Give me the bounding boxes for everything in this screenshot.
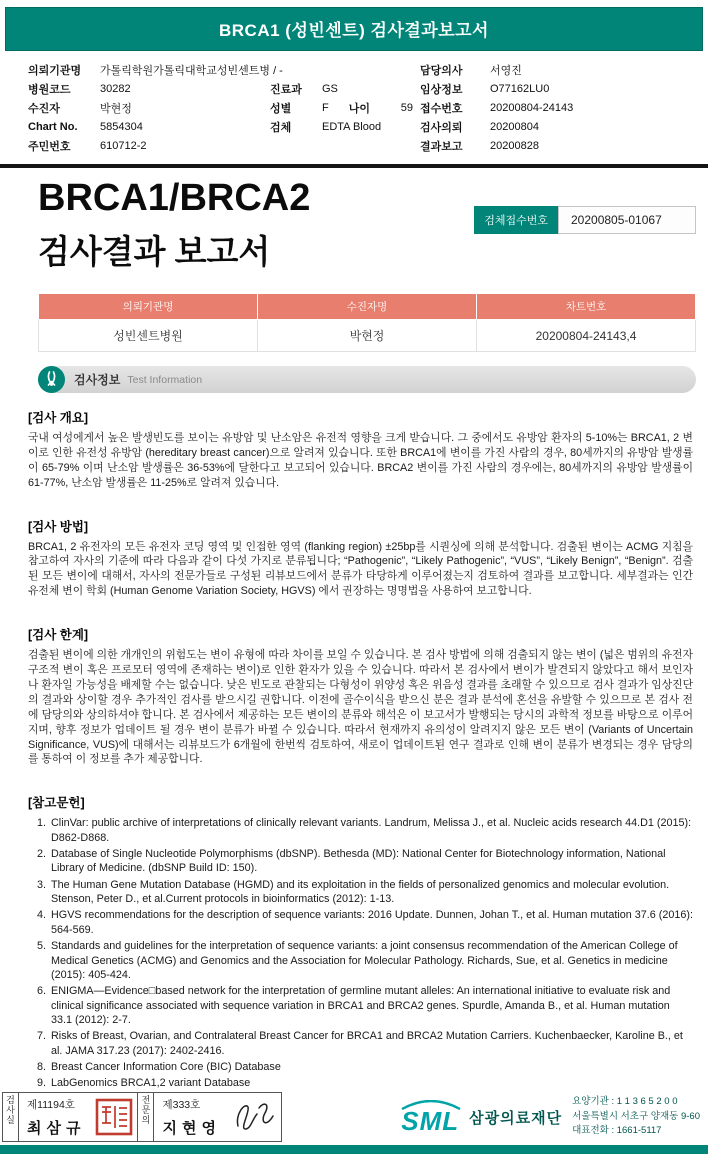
- summary-data-cell: 20200804-24143,4: [477, 320, 696, 352]
- field-value: 5854304: [100, 120, 143, 133]
- specialist-cert: [154, 1093, 226, 1141]
- section-heading-references: [참고문헌]: [28, 796, 85, 811]
- reference-list: [28, 816, 693, 1090]
- summary-table: [38, 293, 696, 352]
- organization-block: [401, 1095, 700, 1139]
- summary-header-cell: 의뢰기관명: [39, 294, 258, 320]
- specialist-certification-box: [137, 1092, 281, 1142]
- field-value: EDTA Blood: [322, 120, 382, 133]
- sml-logo-swoosh: [400, 1100, 462, 1110]
- specialist-cert-name: 지현영: [162, 1120, 221, 1137]
- field-value: F: [322, 101, 329, 114]
- summary-header-cell: 차트번호: [477, 294, 696, 320]
- lab-cert-name: 최삼규: [27, 1120, 86, 1137]
- field-value: O77162LU0: [490, 82, 550, 95]
- field-value: 박현정: [100, 102, 132, 115]
- specialist-cert-number: 제333호: [162, 1099, 201, 1111]
- field-label: 수진자: [28, 102, 60, 115]
- field-row: [420, 60, 708, 79]
- title-block: [0, 168, 708, 273]
- lab-cert: [19, 1093, 91, 1141]
- field-value: 59: [400, 101, 413, 114]
- reference-item: 4. HGVS recommendations for the description of sequence variants: 2016 Update. Dunnen, Johan T., et al. Human mutation 37.6 (2016): 564-569.: [49, 908, 693, 937]
- field-row: [28, 98, 270, 117]
- report-header-title: BRCA1 (성빈센트) 검사결과보고서: [219, 21, 489, 40]
- report-header-bar: [5, 7, 703, 51]
- summary-data-cell: 성빈센트병원: [39, 320, 258, 352]
- report-footer: [0, 1091, 708, 1143]
- section-heading-overview: [검사 개요]: [28, 411, 89, 426]
- test-info-bar: [38, 366, 696, 393]
- field-row: [28, 79, 270, 98]
- field-label: 진료과: [270, 83, 302, 96]
- sml-logo-text: SML: [401, 1106, 460, 1136]
- field-row: [28, 60, 283, 79]
- field-label: 담당의사: [420, 64, 463, 77]
- field-label: 접수번호: [420, 102, 463, 115]
- field-value: GS: [322, 82, 338, 95]
- org-phone: 대표전화 : 1661-5117: [572, 1125, 662, 1137]
- specimen-number-box: [474, 206, 696, 234]
- summary-table-header-row: [39, 294, 696, 320]
- section-body-method: BRCA1, 2 유전자의 모든 유전자 코딩 영역 및 인접한 영역 (flanking region) ±25bp를 시퀀싱에 의해 분석합니다. 검출된 변이는 ACMG 지침을 참고하여 자사의 기준에 따라 다음과 같이 다섯 가지로 분류됩니다; “Pathogenic”, “Likely Pathogenic”, “VUS”, “Likely Benign”, “Benign”. 검출된 모든 변이에 대해서, 자사의 전문가들로 구성된 리뷰보드에서 분류가 타당하게 이루어졌는지 검토하여 결과를 보고합니다. 세부결과는 인간 유전체 변이 학회 (Human Genome Variation Society, HGVS) 에서 권장하는 명명법을 사용하여 보고합니다.: [28, 540, 693, 598]
- section-heading-limitations: [검사 한계]: [28, 628, 89, 643]
- field-label: 검사의뢰: [420, 121, 463, 134]
- reference-item: 3. The Human Gene Mutation Database (HGMD) and its exploitation in the fields of personalized genomics and molecular evolution. Stenson, Peter D., et al.Current protocols in bioinformatics (2012): 1-13.: [49, 878, 693, 907]
- lab-cert-number: 제11194호: [27, 1099, 75, 1111]
- field-value: 610712-2: [100, 139, 147, 152]
- reference-item: 1. ClinVar: public archive of interpretations of clinically relevant variants. Landrum, Melissa J., et al. Nucleic acids research 44.D1 (2015): D862-D868.: [49, 816, 693, 845]
- reference-item: 7. Risks of Breast, Ovarian, and Contralateral Breast Cancer for BRCA1 and BRCA2 Mutation Carriers. Kuchenbaecker, Karoline B., et al. JAMA 317.23 (2017): 2402-2416.: [49, 1029, 693, 1058]
- lab-role-label: 검사실: [3, 1093, 19, 1141]
- reference-item: 2. Database of Single Nucleotide Polymorphisms (dbSNP). Bethesda (MD): National Center for Biotechnology information, National Library of Medicine. (dbSNP Build ID: 150).: [49, 847, 693, 876]
- test-info-title: 검사정보: [74, 373, 121, 388]
- field-value: 20200804-24143: [490, 101, 574, 114]
- report-body: [0, 408, 708, 1091]
- specimen-label: 검체접수번호: [474, 206, 558, 234]
- bottom-teal-bar: [0, 1145, 708, 1154]
- page-title-line2: 검사결과 보고서: [38, 233, 271, 271]
- patient-info-middle: [270, 60, 420, 155]
- section-body-limitations: 검출된 변이에 의한 개개인의 위험도는 변이 유형에 따라 차이를 보일 수 있습니다. 본 검사 방법에 의해 검출되지 않는 변이 (넓은 범위의 유전자 구조적 변이 혹은 프로모터 영역에 존재하는 변이)로 인한 환자가 있을 수 있습니다. 따라서 본 검사에서 변이가 발견되지 않았다고 해서 보인자나 환자일 가능성을 배제할 수는 없습니다. 낮은 빈도로 관찰되는 다형성이 위양성 혹은 위음성 결과를 초래할 수 있으므로 검사 결과가 임상진단의 결과와 상이할 경우 추가적인 검사를 받으시길 권합니다. 이전에 골수이식을 받으신 분은 결과 분석에 혼선을 유발할 수 있으므로 본 검사 전에 담당의와 상의하셔야 합니다. 본 검사에서 제공하는 모든 변이의 분류와 해석은 이 보고서가 발행되는 당시의 과학적 정보를 바탕으로 이루어지며, 향후 정보가 업데이트 될 경우 변이 분류가 바뀔 수 있습니다. 따라서 현재까지 유의성이 알려지지 않은 모든 변이 (Variants of Uncertain Significance, VUS)에 대해서는 리뷰보드가 6개월에 한번씩 검토하여, 새로이 업데이트된 연구 결과로 인해 변이 분류가 변경되는 경우 담당의를 통하여 이 정보를 추가 제공합니다.: [28, 649, 693, 766]
- field-value: 30282: [100, 82, 131, 95]
- field-label: 성별: [270, 102, 292, 115]
- section-body-overview: 국내 여성에게서 높은 발생빈도를 보이는 유방암 및 난소암은 유전적 영향을 크게 받습니다. 그 중에서도 유방암 환자의 5-10%는 BRCA1, 2 변이로 인한 유전성 유방암 (hereditary breast cancer)으로 알려져 있습니다. 또한 BRCA1에 변이를 가진 사람의 경우, 80세까지의 유방암 발생률이 65-79% 이며 난소암 발생률은 36-53%에 달한다고 보고되어 있습니다. BRCA2 변이를 가진 사람의 경우에는, 80세까지의 유방암 발생률이 61-77%, 난소암 발생률은 11-25%로 알려져 있습니다.: [28, 432, 693, 489]
- field-row: [270, 117, 420, 136]
- field-label: 의뢰기관명: [28, 64, 82, 77]
- field-label: 결과보고: [420, 140, 463, 153]
- field-row: [420, 98, 708, 117]
- reference-item: 6. ENIGMA—Evidence□based network for the interpretation of germline mutant alleles: An international initiative to evaluate risk and clinical significance associated with sequence variation in BRCA1 and BRCA2 genes. Spurdle, Amanda B., et al. Human mutation 33.1 (2012): 2-7.: [49, 984, 693, 1027]
- org-street-address: 서울특별시 서초구 양재동 9-60: [572, 1110, 700, 1122]
- section-heading-method: [검사 방법]: [28, 519, 89, 534]
- field-value: 20200828: [490, 139, 539, 152]
- field-row: [270, 98, 420, 117]
- patient-info: [0, 51, 708, 160]
- summary-header-cell: 수진자명: [258, 294, 477, 320]
- field-label: Chart No.: [28, 120, 78, 133]
- field-row: [420, 79, 708, 98]
- field-row: [28, 136, 270, 155]
- specialist-role-label: 전문의: [138, 1093, 154, 1141]
- field-label: 나이: [348, 102, 370, 115]
- field-row: [420, 117, 708, 136]
- reference-item: 5. Standards and guidelines for the interpretation of sequence variants: a joint consensus recommendation of the American College of Medical Genetics (ACMG) and Genomics and the Association for Molecular Pathology. Richards, Sue, et al. Genetics in medicine (2015): 405-424.: [49, 939, 693, 982]
- signature: [227, 1093, 281, 1141]
- field-value: 20200804: [490, 120, 539, 133]
- reference-item: 9. LabGenomics BRCA1,2 variant Database: [49, 1076, 693, 1090]
- field-label: 검체: [270, 121, 292, 134]
- official-seal: [91, 1093, 137, 1141]
- certification-stamps: [2, 1092, 282, 1142]
- field-row: [28, 117, 270, 136]
- field-value: 가톨릭학원가톨릭대학교성빈센트병 / -: [100, 64, 283, 77]
- org-provider-number: 요양기관 : 1 1 3 6 5 2 0 0: [572, 1095, 678, 1107]
- field-label: 주민번호: [28, 140, 71, 153]
- field-row: [420, 136, 708, 155]
- organization-address: [572, 1095, 700, 1139]
- test-info-subtitle: Test Information: [127, 373, 203, 386]
- sml-logo: [401, 1100, 459, 1134]
- field-label: 임상정보: [420, 83, 463, 96]
- summary-data-cell: 박현정: [258, 320, 477, 352]
- field-value: 서영진: [490, 64, 522, 77]
- lab-certification-box: [2, 1092, 138, 1142]
- reference-item: 8. Breast Cancer Information Core (BIC) Database: [49, 1060, 693, 1074]
- patient-info-right: [420, 60, 708, 155]
- ribbon-icon: [38, 366, 65, 393]
- organization-name: 삼광의료재단: [469, 1109, 563, 1127]
- field-label: 병원코드: [28, 83, 71, 96]
- field-row: [270, 79, 420, 98]
- summary-table-data-row: [39, 320, 696, 352]
- page-title-line1: BRCA1/BRCA2: [38, 177, 311, 219]
- spacer-row: [270, 60, 420, 79]
- specimen-value: 20200805-01067: [558, 206, 696, 234]
